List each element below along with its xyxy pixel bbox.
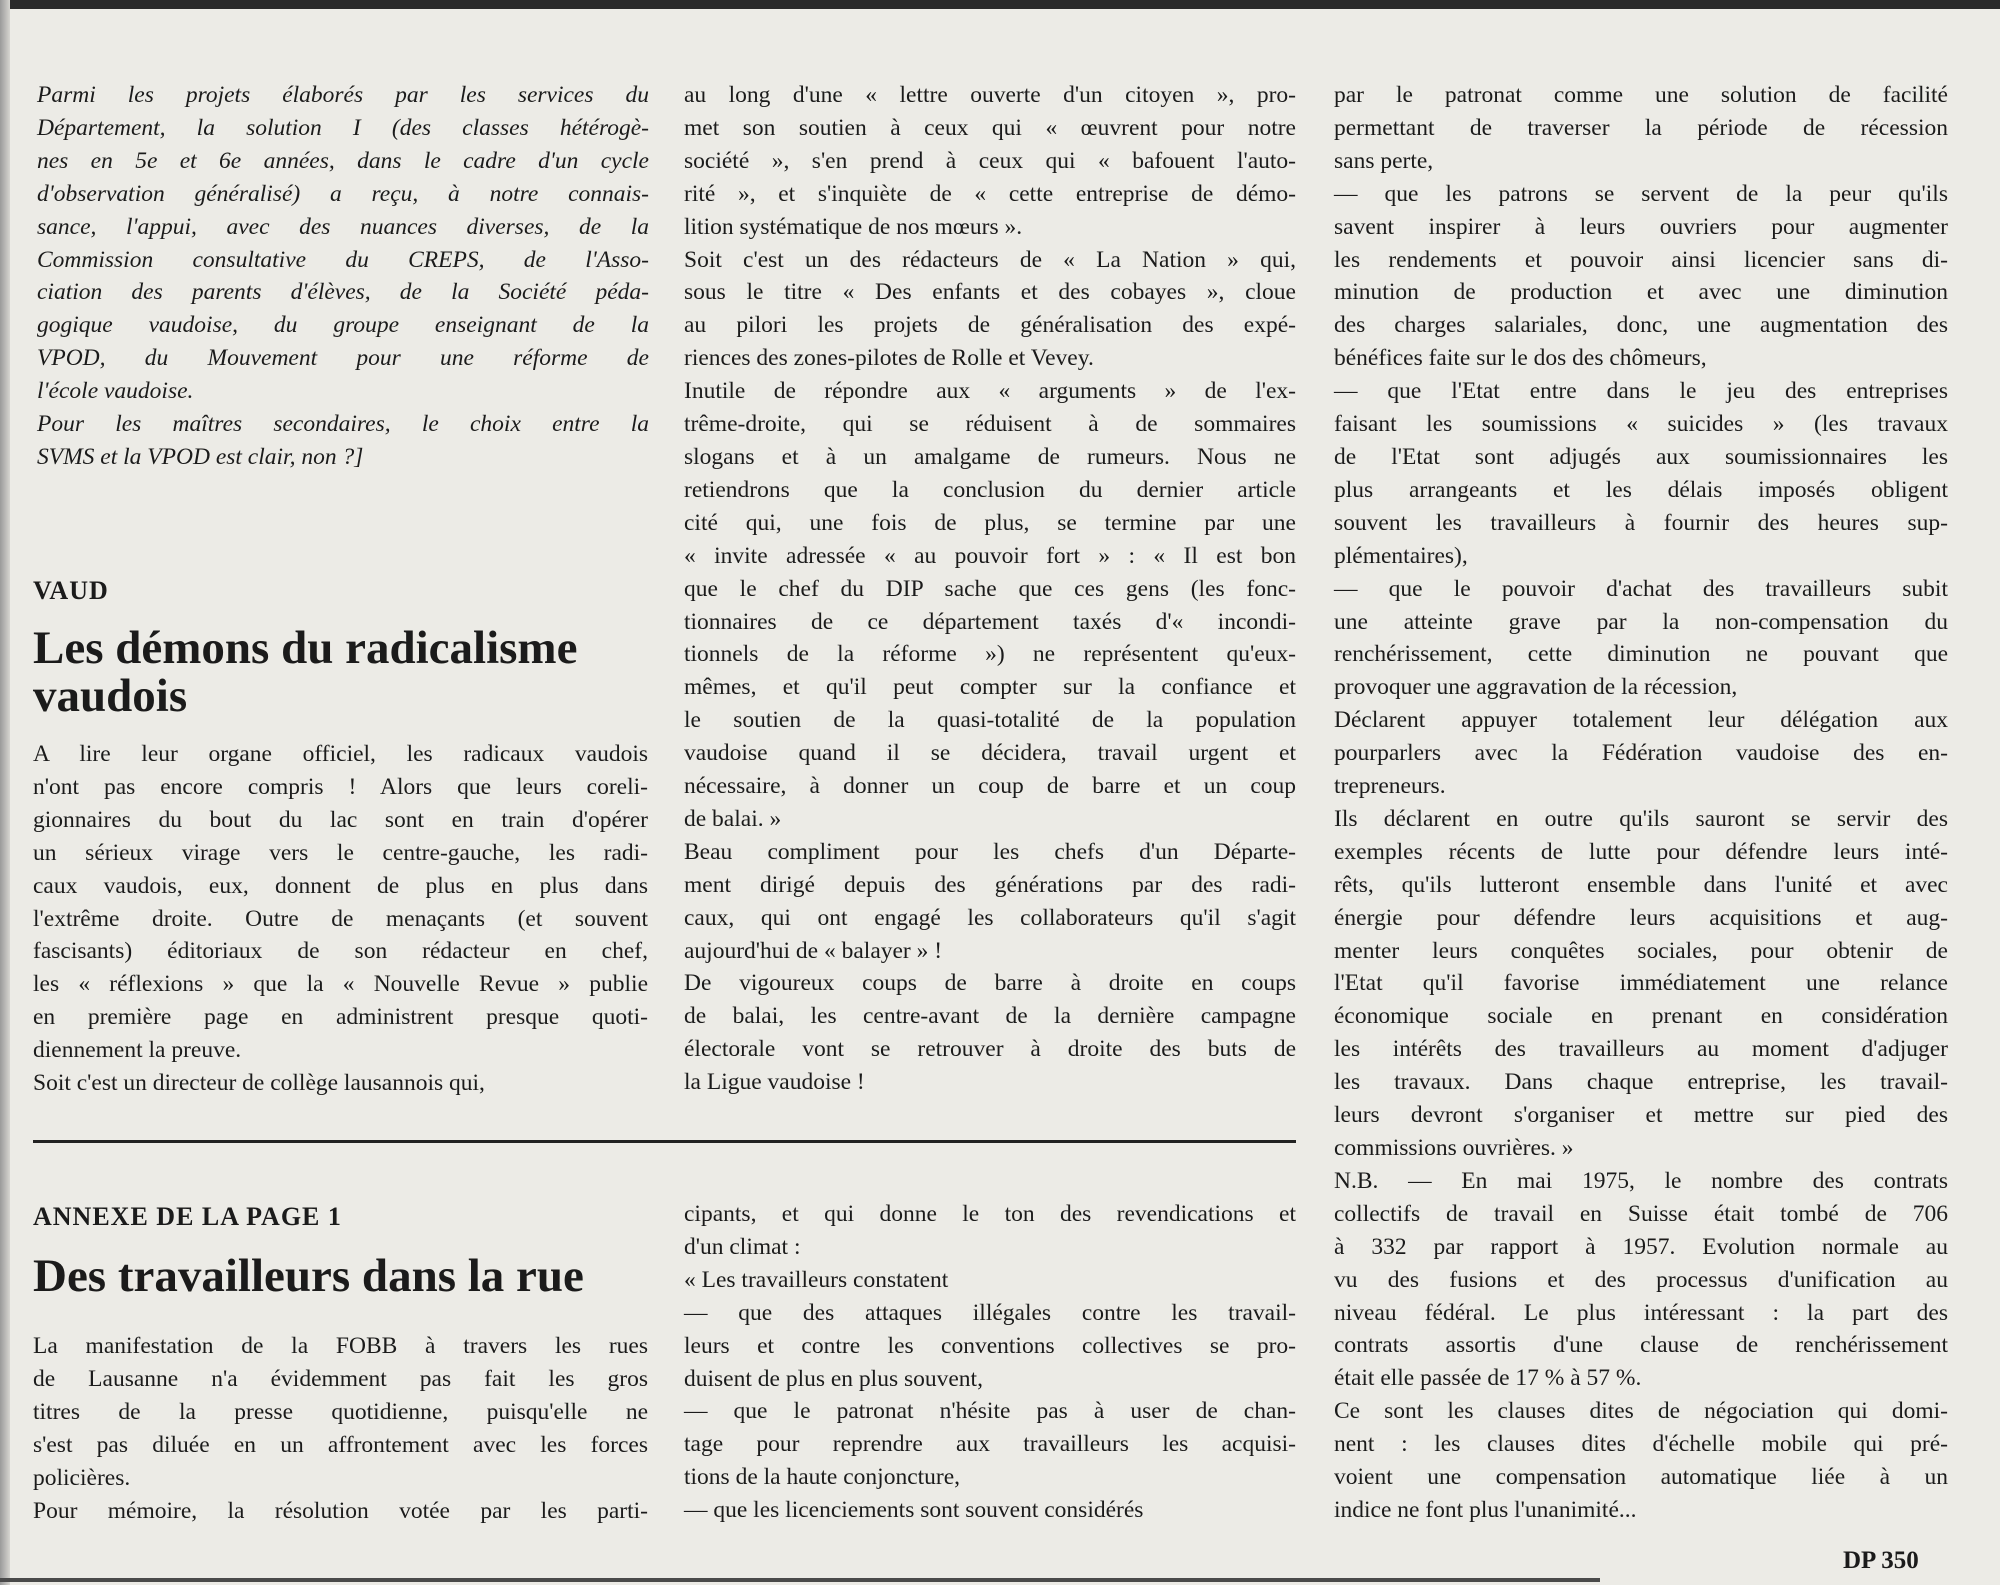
text-line: gionnaires du bout du lac sont en train d'opérer [33,806,648,833]
text-line: pourparlers avec la Fédération vaudoise des en- [1334,740,1948,767]
text-line: les rendements et pouvoir ainsi licencier sans di- [1334,246,1948,273]
text-line: ment dirigé depuis des générations par des radi- [684,871,1296,898]
text-line: société », s'en prend à ceux qui « bafouent l'auto- [684,147,1296,174]
text-line: n'ont pas encore compris ! Alors que leurs coreli- [33,773,648,800]
text-line: de l'Etat sont adjugés aux soumissionnaires les [1334,443,1948,470]
text-line: vu des fusions et des processus d'unification au [1334,1266,1948,1293]
text-line: cipants, et qui donne le ton des revendications et [684,1201,1296,1227]
text-line: par le patronat comme une solution de facilité [1334,82,1948,108]
article-annexe-column-2 [684,1198,1296,1527]
text-line: l'extrême droite. Outre de menaçants (et souvent [33,905,648,932]
text-line: une atteinte grave par la non-compensation du [1334,608,1948,635]
text-line: gogique vaudoise, du groupe enseignant de la [37,312,649,339]
text-line: ciation des parents d'élèves, de la Société péda- [37,279,649,306]
article-vaud-column-1 [33,738,648,1100]
text-line: économique sociale en prenant en considération [1334,1003,1948,1030]
text-line: aujourd'hui de « balayer » ! [684,937,943,964]
text-line: tage pour reprendre aux travailleurs les acquisi- [684,1431,1296,1458]
text-line: — que les patrons se servent de la peur qu'ils [1334,180,1948,207]
text-line: tions de la haute conjoncture, [684,1464,961,1491]
text-line: retiendrons que la conclusion du dernier article [684,476,1296,503]
text-line: commissions ouvrières. » [1334,1135,1574,1161]
text-line: leurs devront s'organiser et mettre sur pied des [1334,1102,1948,1129]
text-line: Soit c'est un des rédacteurs de « La Nation » qui, [684,246,1296,273]
text-line: de balai. » [684,805,782,832]
text-line: De vigoureux coups de barre à droite en coups [684,970,1296,997]
text-line: à 332 par rapport à 1957. Evolution normale au [1334,1233,1948,1260]
text-line: A lire leur organe officiel, les radicaux vaudois [33,741,648,767]
headline-travailleurs: Des travailleurs dans la rue [33,1250,584,1302]
text-line: mêmes, et qu'il peut compter sur la confiance et [684,674,1296,701]
headline-line-2: vaudois [33,670,188,722]
text-line: les travaux. Dans chaque entreprise, les travail- [1334,1069,1948,1096]
text-line: les intérêts des travailleurs au moment d'adjuger [1334,1036,1948,1063]
text-line: au long d'une « lettre ouverte d'un citoyen », pro- [684,82,1296,108]
text-line: savent inspirer à leurs ouvriers pour augmenter [1334,213,1948,240]
text-line: N.B. — En mai 1975, le nombre des contrats [1334,1167,1948,1194]
intro-italic-paragraph [37,79,649,474]
text-line: policières. [33,1464,131,1491]
text-line: énergie pour défendre leurs acquisitions et aug- [1334,904,1948,931]
page-left-edge [0,0,10,1585]
text-line: Soit c'est un directeur de collège lausannois qui, [33,1070,485,1097]
text-line: duisent de plus en plus souvent, [684,1365,983,1392]
text-line: plus arrangeants et les délais imposés obligent [1334,476,1948,503]
article-annexe-column-3 [1334,79,1948,1527]
text-line: de Lausanne n'a évidemment pas fait les gros [33,1365,648,1392]
text-line: permettant de traverser la période de récession [1334,114,1948,141]
text-line: minution de production et avec une diminution [1334,279,1948,306]
text-line: Ce sont les clauses dites de négociation qui domi- [1334,1398,1948,1425]
text-line: le soutien de la quasi-totalité de la population [684,707,1296,734]
text-line: de balai, les centre-avant de la dernière campagne [684,1003,1296,1030]
text-line: La manifestation de la FOBB à travers les rues [33,1333,648,1359]
text-line: SVMS et la VPOD est clair, non ?] [37,443,364,470]
text-line: provoquer une aggravation de la récession, [1334,674,1738,701]
bottom-border [0,1578,1600,1582]
text-line: Ils déclarent en outre qu'ils sauront se servir des [1334,805,1948,832]
text-line: faisant les soumissions « suicides » (les travaux [1334,411,1948,438]
text-line: voient une compensation automatique liée à un [1334,1464,1948,1491]
text-line: Parmi les projets élaborés par les services du [37,82,649,108]
text-line: lition systématique de nos mœurs ». [684,213,1023,240]
text-line: la Ligue vaudoise ! [684,1069,865,1096]
text-line: contrats assortis d'une clause de renchérissement [1334,1332,1948,1359]
text-line: cité qui, une fois de plus, se termine par une [684,509,1296,536]
text-line: tionnaires de ce département taxés d'« incondi- [684,608,1296,635]
headline-line-1: Les démons du radicalisme [33,622,578,674]
text-line: vaudoise quand il se décidera, travail urgent et [684,740,1296,767]
text-line: trême-droite, qui se réduisent à de sommaires [684,411,1296,438]
text-line: rêts, qu'ils lutteront ensemble dans l'unité et avec [1334,871,1948,898]
text-line: d'un climat : [684,1233,801,1260]
headline-radicalisme [33,624,577,720]
text-line: Commission consultative du CREPS, de l'Asso- [37,246,649,273]
text-line: leurs et contre les conventions collectives se pro- [684,1332,1296,1359]
text-line: souvent les travailleurs à fournir des heures sup- [1334,509,1948,536]
text-line: rité », et s'inquiète de « cette entreprise de démo- [684,180,1296,207]
text-line: nécessaire, à donner un coup de barre et un coup [684,773,1296,800]
text-line: niveau fédéral. Le plus intéressant : la part des [1334,1299,1948,1326]
text-line: « Les travailleurs constatent [684,1266,949,1293]
text-line: indice ne font plus l'unanimité... [1334,1496,1637,1523]
text-line: nent : les clauses dites d'échelle mobile qui pré- [1334,1431,1948,1458]
text-line: fascisants) éditoriaux de son rédacteur en chef, [33,938,648,965]
text-line: tionnels de la réforme ») ne représentent qu'eux- [684,641,1296,668]
text-line: l'école vaudoise. [37,378,194,405]
text-line: les « réflexions » que la « Nouvelle Revue » publie [33,971,648,998]
text-line: « invite adressée « au pouvoir fort » : « Il est bon [684,542,1296,569]
text-line: — que le patronat n'hésite pas à user de chan- [684,1398,1296,1425]
text-line: Pour mémoire, la résolution votée par les parti- [33,1497,648,1524]
section-label-annexe: ANNEXE DE LA PAGE 1 [33,1202,342,1231]
text-line: titres de la presse quotidienne, puisqu'elle ne [33,1398,648,1425]
text-line: diennement la preuve. [33,1037,242,1064]
text-line: d'observation généralisé) a reçu, à notre connais- [37,180,649,207]
text-line: slogans et à un amalgame de rumeurs. Nous ne [684,443,1296,470]
text-line: VPOD, du Mouvement pour une réforme de [37,345,649,372]
text-line: Beau compliment pour les chefs d'un Départe- [684,838,1296,865]
top-border [0,0,2000,9]
text-line: — que les licenciements sont souvent considérés [684,1497,1144,1524]
text-line: Inutile de répondre aux « arguments » de l'ex- [684,378,1296,405]
text-line: trepreneurs. [1334,773,1446,800]
text-line: Déclarent appuyer totalement leur délégation aux [1334,707,1948,734]
text-line: sans perte, [1334,147,1434,174]
text-line: bénéfices faite sur le dos des chômeurs, [1334,345,1707,372]
text-line: collectifs de travail en Suisse était tombé de 706 [1334,1200,1948,1227]
text-line: renchérissement, cette diminution ne pouvant que [1334,641,1948,668]
text-line: en première page en administrent presque quoti- [33,1004,648,1031]
text-line: Pour les maîtres secondaires, le choix entre la [37,411,649,438]
text-line: caux vaudois, eux, donnent de plus en plus dans [33,872,648,899]
text-line: sance, l'appui, avec des nuances diverses, de la [37,213,649,240]
text-line: plémentaires), [1334,542,1468,569]
text-line: sous le titre « Des enfants et des cobayes », cloue [684,279,1296,306]
text-line: était elle passée de 17 % à 57 %. [1334,1365,1642,1392]
text-line: des charges salariales, donc, une augmentation des [1334,312,1948,339]
text-line: que le chef du DIP sache que ces gens (les fonc- [684,575,1296,602]
text-line: met son soutien à ceux qui « œuvrent pour notre [684,114,1296,141]
text-line: l'Etat qu'il favorise immédiatement une relance [1334,970,1948,997]
article-divider-rule [33,1140,1296,1143]
text-line: Département, la solution I (des classes hétérogè- [37,114,649,141]
text-line: — que l'Etat entre dans le jeu des entreprises [1334,378,1948,405]
page-number: DP 350 [1843,1547,1919,1574]
text-line: au pilori les projets de généralisation des expé- [684,312,1296,339]
text-line: — que le pouvoir d'achat des travailleurs subit [1334,575,1948,602]
text-line: caux, qui ont engagé les collaborateurs qu'il s'agit [684,904,1296,931]
text-line: — que des attaques illégales contre les travail- [684,1299,1296,1326]
text-line: un sérieux virage vers le centre-gauche, les radi- [33,839,648,866]
text-line: électorale vont se retrouver à droite des buts de [684,1036,1296,1063]
text-line: menter leurs conquêtes sociales, pour obtenir de [1334,937,1948,964]
section-label-vaud: VAUD [33,576,109,605]
text-line: exemples récents de lutte pour défendre leurs inté- [1334,838,1948,865]
article-annexe-column-1 [33,1330,648,1527]
text-line: nes en 5e et 6e années, dans le cadre d'un cycle [37,147,649,174]
text-line: riences des zones-pilotes de Rolle et Vevey. [684,345,1094,372]
article-vaud-column-2 [684,79,1296,1099]
text-line: s'est pas diluée en un affrontement avec les forces [33,1431,648,1458]
